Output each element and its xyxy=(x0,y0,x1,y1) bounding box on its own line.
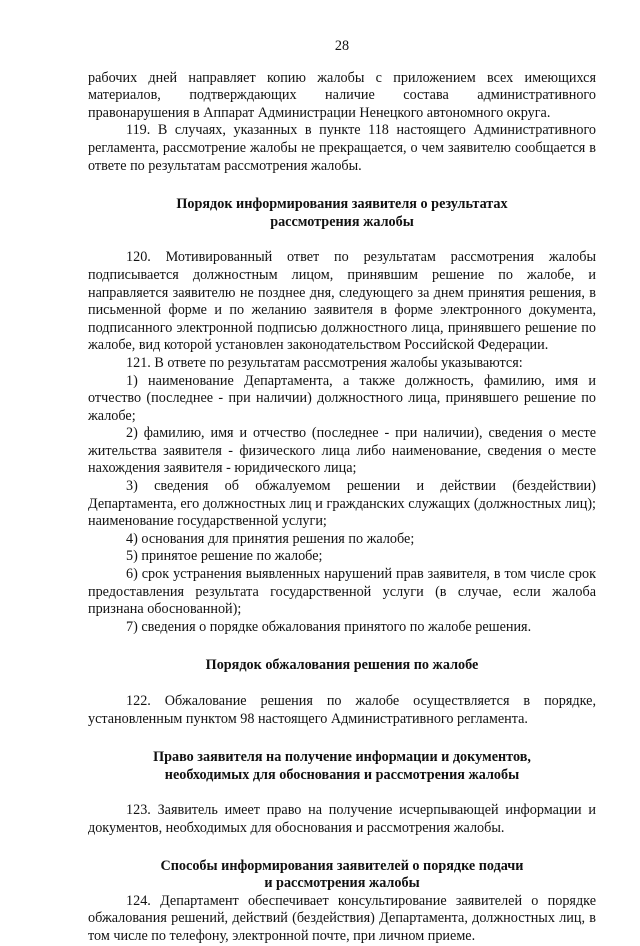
list-item-5: 5) принятое решение по жалобе; xyxy=(126,548,323,565)
heading-line: Способы информирования заявителей о порядке подачи xyxy=(160,857,524,874)
paragraph-119: 119. В случаях, указанных в пункте 118 настоящего Административного регламента, рассмотрение жалобы не прекращается, о чем заявителю сообщается в ответе по результатам рассмотрения жалобы. xyxy=(88,122,596,174)
list-item-4: 4) основания для принятия решения по жалобе; xyxy=(126,530,415,547)
heading-line: Порядок информирования заявителя о результатах xyxy=(176,196,508,213)
paragraph-intro: рабочих дней направляет копию жалобы с приложением всех имеющихся материалов, подтверждающих наличие состава административного правонарушения в Аппарат Администрации Ненецкого автономного округа. xyxy=(88,69,596,121)
section-heading-appeal xyxy=(88,657,596,675)
paragraph-123: 123. Заявитель имеет право на получение исчерпывающей информации и документов, необходимых для обоснования и рассмотрения жалобы. xyxy=(88,802,596,836)
heading-line: рассмотрения жалобы xyxy=(270,213,414,230)
section-heading-informing xyxy=(88,196,596,231)
list-item-1: 1) наименование Департамента, а также должность, фамилию, имя и отчество (последнее - при наличии) должностного лица, принявшего решение по жалобе; xyxy=(88,372,596,424)
list-item-7: 7) сведения о порядке обжалования принятого по жалобе решения. xyxy=(126,618,532,635)
paragraph-122: 122. Обжалование решения по жалобе осуществляется в порядке, установленным пунктом 98 настоящего Административного регламента. xyxy=(88,693,596,727)
page-number: 28 xyxy=(334,38,350,54)
paragraph-120: 120. Мотивированный ответ по результатам рассмотрения жалобы подписывается должностным лицом, принявшим решение по жалобе, и направляется заявителю не позднее дня, следующего за днем принятия решения, в письменной форме и по желанию заявителя в форме электронного документа, подписанного электронной подписью должностного лица, принявшего решение по жалобе, вид которой установлен законодательством Российской Федерации. xyxy=(88,249,596,354)
paragraph-124: 124. Департамент обеспечивает консультирование заявителей о порядке обжалования решений, действий (бездействия) Департамента, должностных лиц, в том числе по телефону, электронной почте, при личном приеме. xyxy=(88,892,596,944)
list-item-3: 3) сведения об обжалуемом решении и действии (бездействии) Департамента, его должностных лиц и гражданских служащих (должностных лиц); наименование государственной услуги; xyxy=(88,478,596,530)
document-page xyxy=(88,38,596,946)
heading-line: Порядок обжалования решения по жалобе xyxy=(205,657,479,674)
heading-line: и рассмотрения жалобы xyxy=(264,875,420,892)
heading-line: необходимых для обоснования и рассмотрения жалобы xyxy=(164,766,520,783)
heading-line: Право заявителя на получение информации и документов, xyxy=(153,749,531,766)
list-item-6: 6) срок устранения выявленных нарушений прав заявителя, в том числе срок предоставления результата государственной услуги (в случае, если жалоба признана обоснованной); xyxy=(88,566,596,618)
section-heading-rights xyxy=(88,749,596,784)
section-heading-methods xyxy=(88,858,596,893)
paragraph-121: 121. В ответе по результатам рассмотрения жалобы указываются: xyxy=(126,354,523,371)
list-item-2: 2) фамилию, имя и отчество (последнее - при наличии), сведения о месте жительства заявителя - физического лица либо наименование, сведения о месте нахождения заявителя - юридического лица; xyxy=(88,425,596,477)
